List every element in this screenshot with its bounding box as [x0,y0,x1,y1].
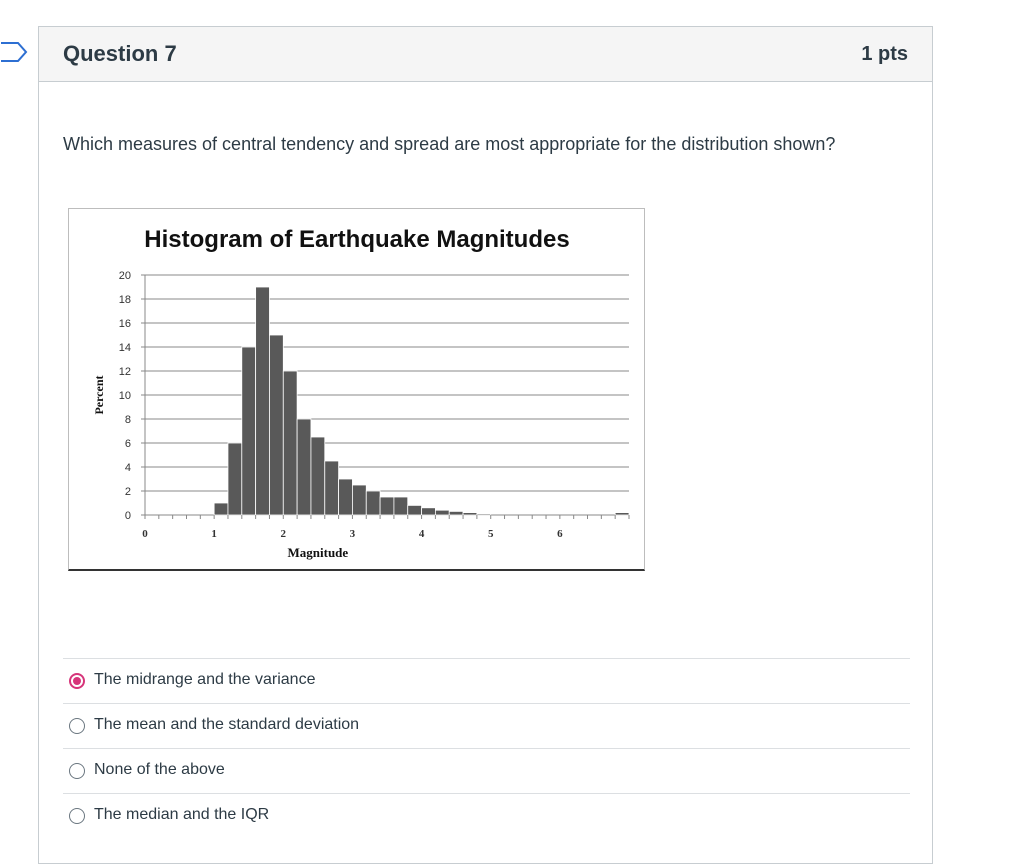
histogram-bar [394,497,408,515]
answer-label: The median and the IQR [94,806,270,823]
y-axis-label: Percent [92,375,106,415]
question-text: Which measures of central tendency and spread are most appropriate for the distribution shown? [63,134,836,154]
histogram-chart [69,209,646,572]
histogram-bar [352,485,366,515]
histogram-bar [269,335,283,515]
y-tick-label: 18 [118,294,131,306]
y-tick-label: 16 [118,318,131,330]
answer-radio[interactable] [69,808,85,824]
x-tick-label: 4 [418,528,425,540]
x-tick-label: 6 [557,528,563,540]
y-tick-label: 2 [124,486,131,498]
answer-list [63,658,910,838]
histogram-bar [283,371,297,515]
x-tick-label: 5 [487,528,494,540]
answer-radio[interactable] [69,718,85,734]
histogram-bar [256,287,270,515]
question-card [38,26,933,864]
histogram-bar [380,497,394,515]
answer-radio[interactable] [69,673,85,689]
y-tick-label: 4 [124,462,131,474]
question-header [39,27,932,82]
histogram-bar [214,503,228,515]
y-tick-label: 0 [124,510,131,522]
x-tick-label: 1 [211,528,217,540]
histogram-bar [463,513,477,515]
question-points: 1 pts [861,43,908,65]
x-axis-label: Magnitude [287,545,349,560]
y-tick-label: 20 [118,270,131,282]
histogram-bar [422,508,436,515]
histogram-bar [311,437,325,515]
question-title: Question 7 [63,41,177,66]
histogram-bar [339,479,353,515]
answer-radio[interactable] [69,763,85,779]
histogram-bar [615,513,629,515]
histogram-bar [408,505,422,515]
x-tick-label: 3 [349,528,356,540]
answer-label: The midrange and the variance [94,671,316,688]
y-tick-label: 10 [118,390,131,402]
x-tick-label: 0 [142,528,148,540]
histogram-image [68,208,645,571]
chart-title: Histogram of Earthquake Magnitudes [144,226,570,253]
histogram-bar [325,461,339,515]
x-tick-label: 2 [280,528,287,540]
y-tick-label: 12 [118,366,131,378]
answer-option[interactable] [63,748,910,793]
flag-question-icon[interactable] [0,40,28,64]
histogram-bar [477,514,491,515]
histogram-bar [297,419,311,515]
answer-option[interactable] [63,658,910,703]
y-tick-label: 14 [118,342,131,354]
histogram-bar [228,443,242,515]
answer-label: None of the above [94,761,225,778]
histogram-bar [366,491,380,515]
answer-option[interactable] [63,703,910,748]
histogram-bar [242,347,256,515]
histogram-bar [449,511,463,515]
answer-label: The mean and the standard deviation [94,716,360,733]
histogram-bar [435,510,449,515]
answer-option[interactable] [63,793,910,838]
y-tick-label: 6 [124,438,131,450]
y-tick-label: 8 [124,414,131,426]
